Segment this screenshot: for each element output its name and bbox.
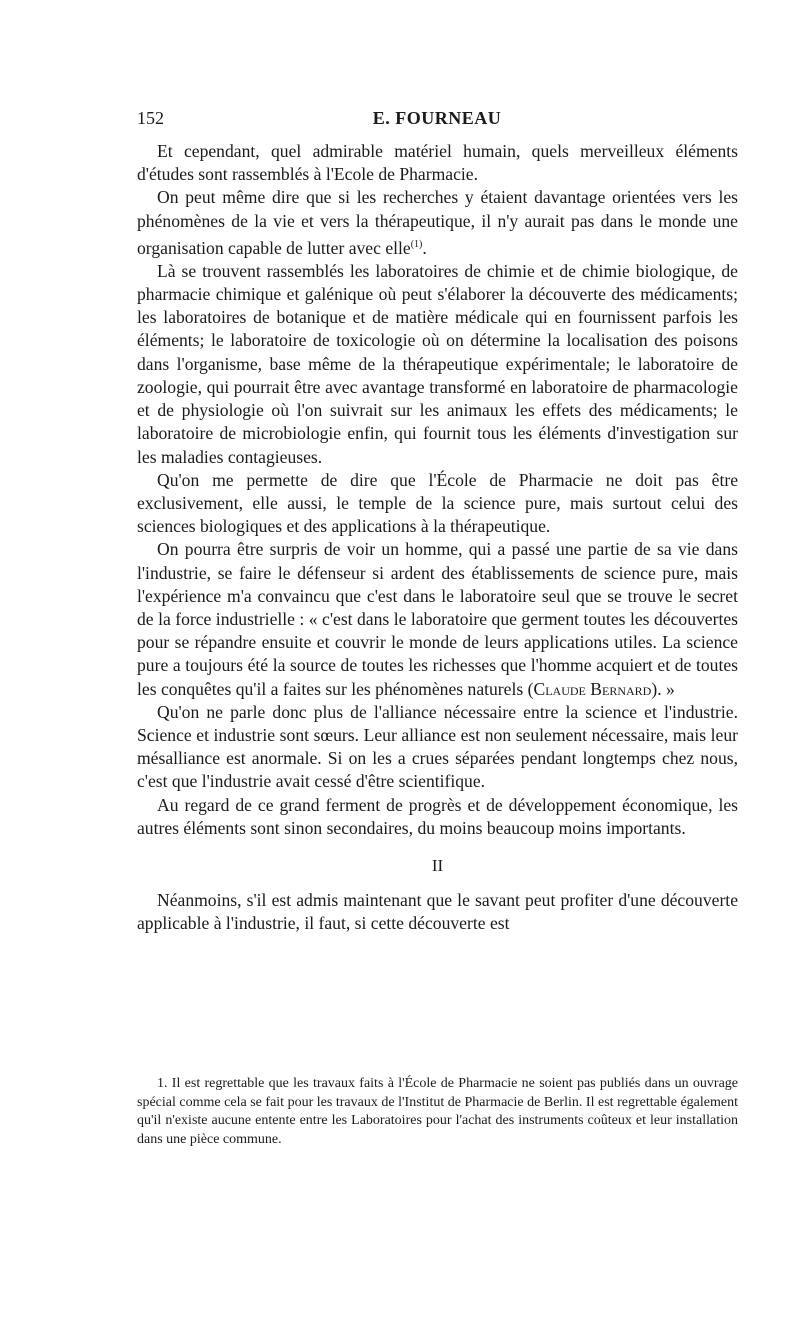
paragraph — [137, 538, 738, 700]
paragraph: Qu'on ne parle donc plus de l'alliance nécessaire entre la science et l'industrie. Science et industrie sont sœurs. Leur alliance est non seulement nécessaire, mais leur mésalliance est anormale. Si on les a crues séparées pendant longtemps chez nous, c'est que l'industrie avait cessé d'être scientifique. — [137, 701, 738, 792]
paragraph: Et cependant, quel admirable matériel humain, quels merveilleux éléments d'études sont rassemblés à l'Ecole de Pharmacie. — [137, 141, 738, 185]
section-heading: II — [431, 855, 444, 875]
paragraph-end: ). » — [651, 678, 675, 699]
citation-author: Claude Bernard — [533, 678, 652, 699]
paragraph: Néanmoins, s'il est admis maintenant que le savant peut profiter d'une découverte applicable à l'industrie, il faut, si cette découverte est — [137, 889, 738, 934]
footnote: 1. Il est regrettable que les travaux faits à l'École de Pharmacie ne soient pas publiés dans un ouvrage spécial comme cela se fait pour les travaux de l'Institut de Pharmacie de Berlin. Il est regrettable également qu'il n'existe aucune entente entre les Laboratoires pour l'achat des instruments coûteux et leur installation dans une pièce commune. — [137, 1076, 738, 1147]
paragraph — [137, 186, 738, 259]
page-header — [137, 108, 737, 132]
paragraph: Là se trouvent rassemblés les laboratoires de chimie et de chimie biologique, de pharmacie chimique et galénique où peut s'élaborer la découverte des médicaments; les laboratoires de botanique et de matière médicale qui en fournissent parfois les éléments; le laboratoire de toxicologie où on détermine la localisation des poisons dans l'organisme, base même de la thérapeutique expérimentale; le laboratoire de zoologie, qui pourrait être avec avantage transformé en laboratoire de pharmacologie et de physiologie où l'on suivrait sur les animaux les effets des médicaments; le laboratoire de microbiologie enfin, qui fournit tous les éléments d'investigation sur les maladies contagieuses. — [137, 260, 738, 467]
body-text — [137, 140, 738, 935]
footnotes — [137, 1075, 738, 1149]
running-title: E. FOURNEAU — [372, 108, 502, 128]
paragraph-text: On peut même dire que si les recherches y étaient davantage orientées vers les phénomènes de la vie et vers la thérapeutique, il n'y aurait pas dans le monde une organisation capable de lutter avec elle — [137, 187, 738, 258]
paragraph: Qu'on me permette de dire que l'École de Pharmacie ne doit pas être exclusivement, elle aussi, le temple de la science pure, mais surtout celui des sciences biologiques et des applications à la thérapeutique. — [137, 469, 738, 537]
page-number: 152 — [137, 108, 164, 128]
paragraph: Au regard de ce grand ferment de progrès et de développement économique, les autres éléments sont sinon secondaires, du moins beaucoup moins importants. — [137, 794, 738, 838]
paragraph-end: . — [422, 237, 427, 258]
paragraph-text: On pourra être surpris de voir un homme, qui a passé une partie de sa vie dans l'industrie, se faire le défenseur si ardent des établissements de science pure, mais l'expérience m'a convaincu que c'est dans le laboratoire seul que se trouve le secret de la force industrielle : « c'est dans le laboratoire que germent toutes les découvertes pour se répandre ensuite et couvrir le monde de leurs applications utiles. La science pure a toujours été la source de toutes les richesses que l'homme acquiert et de toutes les conquêtes qu'il a faites sur les phénomènes naturels ( — [137, 539, 738, 699]
footnote-reference[interactable]: (1) — [410, 238, 423, 250]
